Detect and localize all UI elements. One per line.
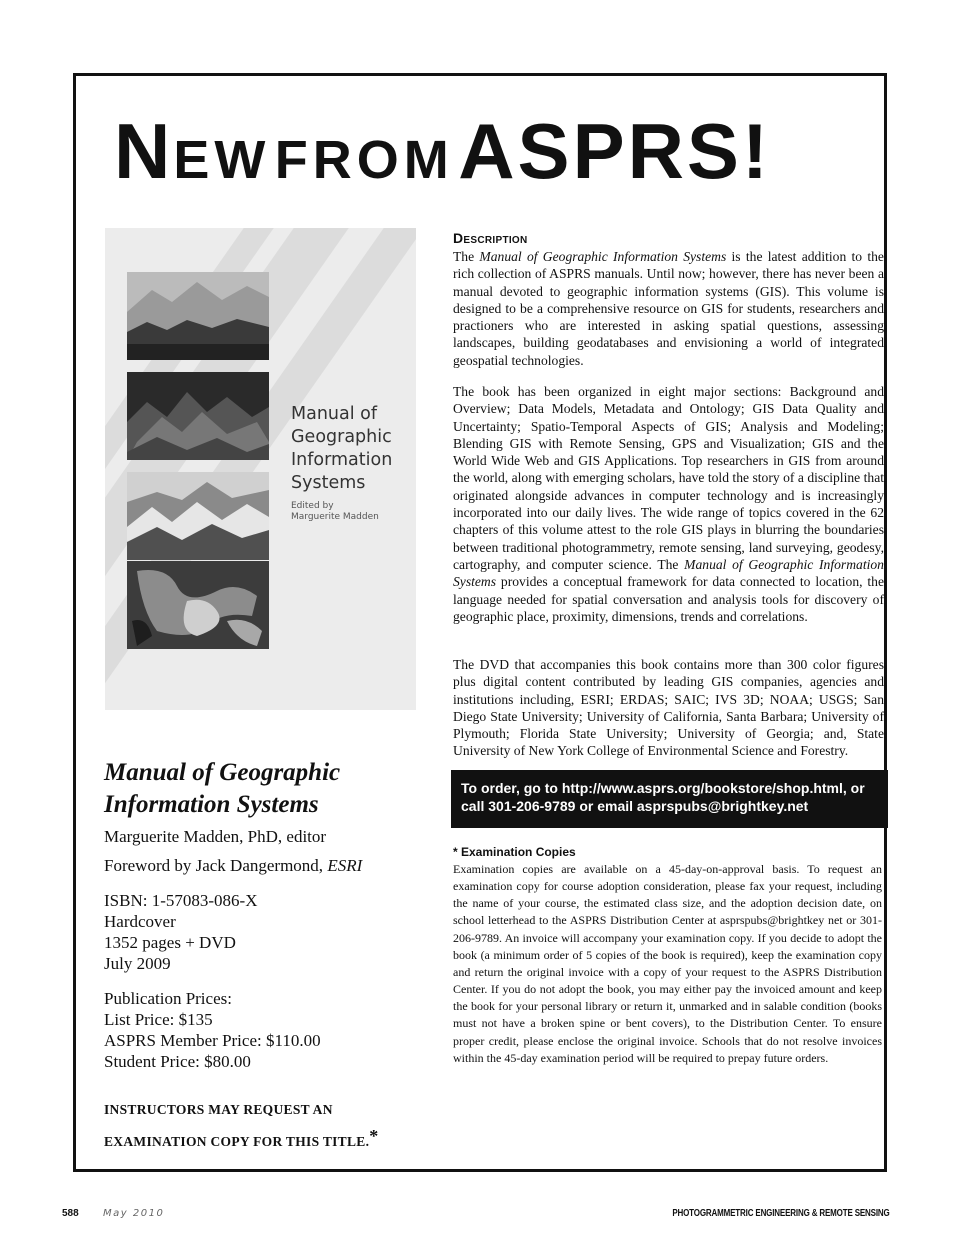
cover-title-line: Geographic <box>291 427 392 447</box>
cover-title-line: Information <box>291 450 393 470</box>
book-title <box>104 757 434 821</box>
text: provides a conceptual framework for data connected to location, the language needed for spatial conversation and analysis tools for discovery of geographic place, proximity, dimensions, trends and correlations. <box>453 574 884 624</box>
book-foreword <box>104 855 362 876</box>
asterisk: * <box>369 1126 379 1146</box>
instructors-note <box>104 1097 379 1155</box>
headline-asprs: ASPRS! <box>458 107 771 195</box>
cover-photo-forest-mountains <box>127 272 269 360</box>
book-date: July 2009 <box>104 954 171 973</box>
exam-body: Examination copies are available on a 45-day-on-approval basis. To request an examination copy for course adoption consideration, please fax your request, including the name of your course, the estimated class size, and the adoption decision date, on school letterhead to the ASPRS Distribution Center at asprspubs@brightkey net or 301-206-9789. An invoice will accompany your examination copy. If you decide to adopt the book (a minimum order of 5 copies of the book is required), keep the examination copy and return the original invoice with a copy of your request to the ASPRS Distribution Center. If you do not adopt the book, you may either pay the invoiced amount and keep the book for your personal library or return it, unmarked and in salable condition (books must not have a broken spine or bent covers), to the Distribution Center. To ensure proper credit, please enclose the original invoice. Schools that do not resolve invoices within the 45-day examination period will be required to prepay future orders. <box>453 862 882 1065</box>
book-title-line1: Manual of Geographic <box>104 759 341 786</box>
cover-photo-terrain-relief <box>127 372 269 460</box>
cover-title-line: Systems <box>291 473 366 493</box>
book-binding: Hardcover <box>104 912 176 931</box>
headline-new: EW <box>173 130 271 190</box>
order-box <box>451 770 888 828</box>
description-para-3: The DVD that accompanies this book contains more than 300 color figures plus digital content contributed by leading GIS companies, agencies and institutions including, ESRI; ERDAS; SAIC; IVS 3D; NOAA; USGS; San Diego State University; University of California, Santa Barbara; University of Plymouth; Florida State University; University of Georgia; and, State University of New York College of Environmental Science and Forestry. <box>453 657 884 759</box>
book-title-inline: Manual of Geographic Information Systems <box>479 249 727 264</box>
text: The <box>453 249 480 264</box>
journal-name: PHOTOGRAMMETRIC ENGINEERING & REMOTE SENSING <box>672 1208 890 1219</box>
cover-title <box>291 403 392 495</box>
cover-photo-land-cover-map <box>127 561 269 649</box>
text: The book has been organized in eight major sections: Background and Overview; Data Models, Metadata and Ontology; GIS Data Quality and Uncertainty; Spatio-Temporal Aspects of GIS; Analysis and Modeling; Blending GIS with Remote Sensing, GPS and Visualization; GIS and the World Wide Web and GIS Applications. Top researchers in GIS from around the world, along with emerging scholars, have told the story of a discipline that originated alongside advances in computer technology and is increasingly incorporated into our daily lives. The wide range of topics covered in the 62 chapters of this volume attest to the role GIS plays in blurring the boundaries between traditional photogrammetry, remote sensing, land surveying, geodesy, cartography, and computer science. <box>453 384 884 572</box>
cover-title-line: Manual of <box>291 404 378 424</box>
description-heading: Description <box>453 230 528 246</box>
book-pages: 1352 pages + DVD <box>104 933 236 952</box>
page-number: 588 <box>62 1208 79 1219</box>
foreword-text: Foreword by Jack Dangermond, <box>104 856 328 875</box>
exam-heading: * Examination Copies <box>453 845 576 859</box>
book-cover-image <box>105 228 416 710</box>
book-title-inline: Manual of Geographic Information Systems <box>453 556 884 590</box>
description-para-2 <box>453 383 884 625</box>
text: The <box>657 556 685 572</box>
description-para-1 <box>453 248 884 369</box>
text: is the latest addition to the rich collection of ASPRS manuals. Until now; however, there has never been a manual devoted to geographic information systems (GIS). This volume is designed to be a comprehensive resource on GIS for students, researchers and practioners who are interested in asking spatial questions, assessing landscapes, building geodatabases and envisioning a world of integrated geospatial technologies. <box>453 249 884 368</box>
foreword-org: ESRI <box>327 856 363 875</box>
instructors-line2: EXAMINATION COPY FOR THIS TITLE. <box>104 1134 370 1149</box>
book-isbn: ISBN: 1-57083-086-X <box>104 891 258 910</box>
headline-initial: N <box>114 107 174 195</box>
cover-editor-name: Marguerite Madden <box>291 512 379 522</box>
order-line1[interactable]: To order, go to http://www.asprs.org/bookstore/shop.html, or <box>461 780 865 796</box>
book-title-line2: Information Systems <box>104 791 319 818</box>
cover-editor <box>291 501 379 523</box>
cover-edited-by: Edited by <box>291 501 334 511</box>
member-price: ASPRS Member Price: $110.00 <box>104 1031 321 1050</box>
issue-date: May 2010 <box>103 1208 165 1219</box>
book-editor: Marguerite Madden, PhD, editor <box>104 827 327 846</box>
cover-photo-mountain-range <box>127 472 269 560</box>
headline <box>114 106 771 197</box>
order-line2[interactable]: call 301-206-9789 or email asprspubs@brightkey.net <box>461 798 809 814</box>
list-price: List Price: $135 <box>104 1010 213 1029</box>
headline-from: FROM <box>274 130 454 190</box>
instructors-line1: INSTRUCTORS MAY REQUEST AN <box>104 1102 333 1117</box>
student-price: Student Price: $80.00 <box>104 1052 251 1071</box>
prices-heading: Publication Prices: <box>104 989 232 1008</box>
